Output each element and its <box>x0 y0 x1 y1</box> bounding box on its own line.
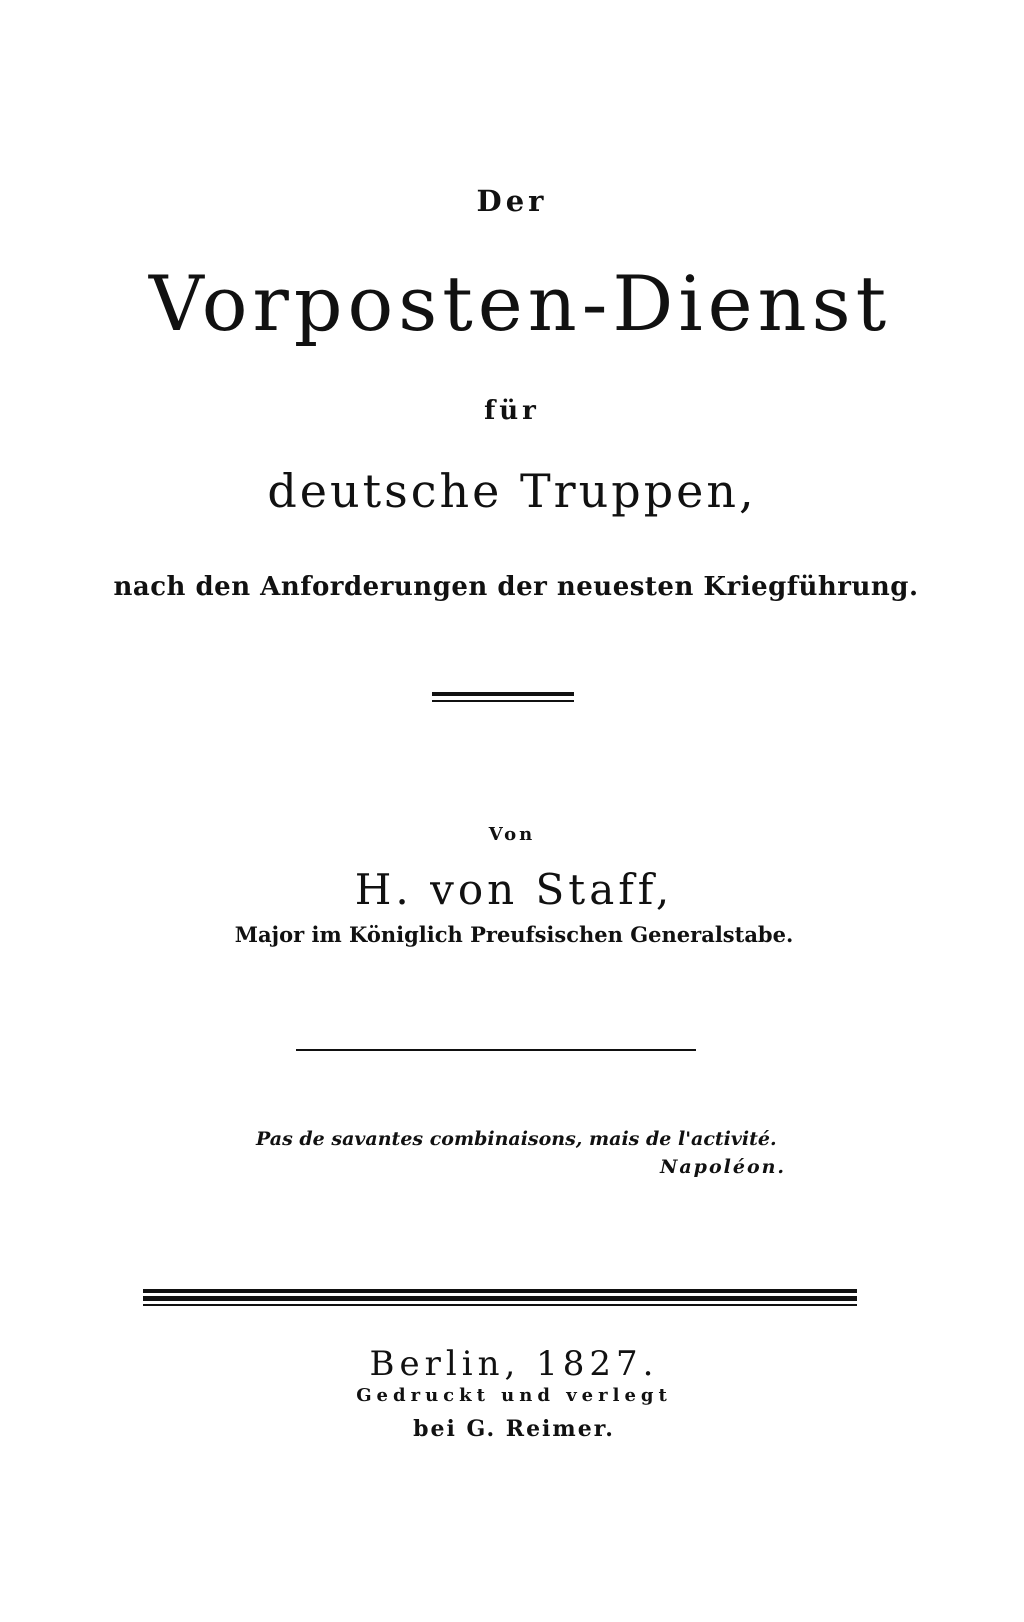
subtitle-description: nach den Anforderungen der neuesten Kriegführung. <box>113 572 919 602</box>
epigraph-text: Pas de savantes combinaisons, mais de l'activité. <box>256 1128 777 1150</box>
title-preposition: für <box>484 396 540 426</box>
epigraph-attribution: Napoléon. <box>660 1156 787 1178</box>
heavy-rule-top <box>143 1289 857 1293</box>
heavy-rule-bottom <box>143 1304 857 1306</box>
author-name: H. von Staff, <box>354 865 674 914</box>
imprint-printed: Gedruckt und verlegt <box>356 1385 672 1406</box>
double-rule-top <box>432 692 574 696</box>
by-line: Von <box>488 824 536 845</box>
double-rule-bottom <box>432 700 574 702</box>
heavy-rule-middle <box>143 1296 857 1301</box>
thin-rule <box>296 1049 696 1051</box>
title-article: Der <box>476 184 548 218</box>
imprint-publisher: bei G. Reimer. <box>413 1416 615 1442</box>
author-rank: Major im Königlich Preufsischen Generalstabe. <box>234 922 794 947</box>
imprint-place-year: Berlin, 1827. <box>369 1344 659 1384</box>
main-title: Vorposten-Dienst <box>148 259 892 348</box>
subtitle: deutsche Truppen, <box>267 464 757 518</box>
